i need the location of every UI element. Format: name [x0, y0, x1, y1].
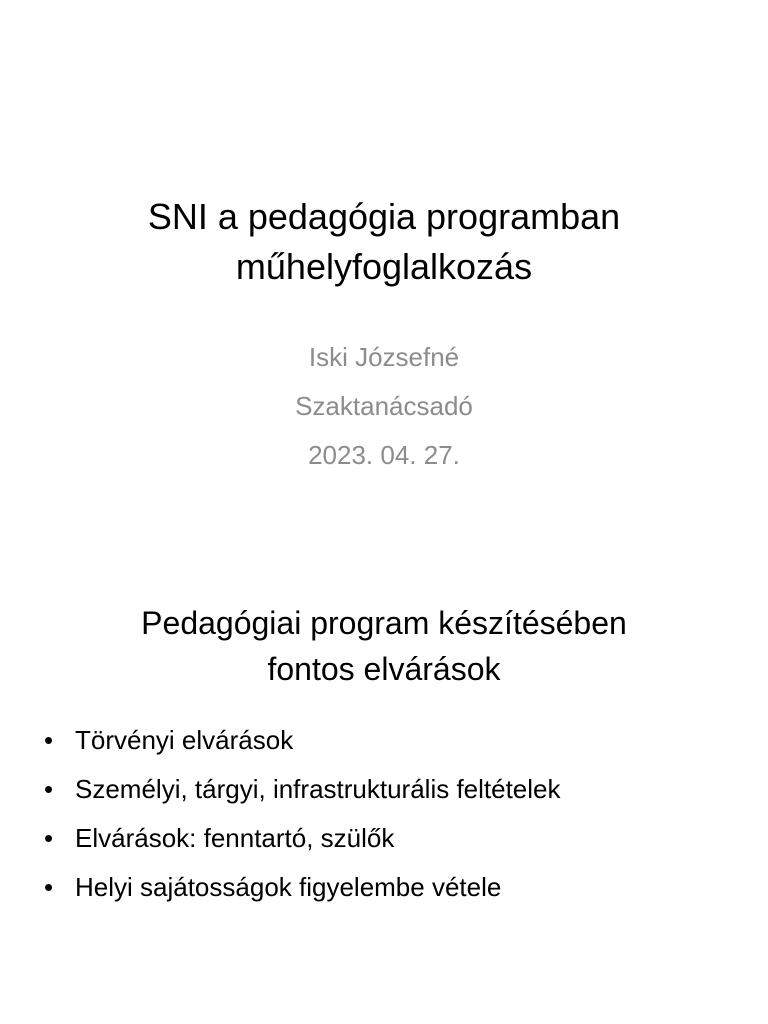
list-item — [44, 716, 561, 765]
list-item-text: Személyi, tárgyi, infrastrukturális feltételek — [75, 774, 561, 804]
content-slide-title — [0, 600, 768, 692]
slide-title — [0, 192, 768, 292]
list-item — [44, 765, 561, 814]
slide-title-line-1: SNI a pedagógia programban — [147, 196, 621, 237]
bullet-icon: • — [44, 872, 54, 902]
presentation-date: 2023. 04. 27. — [308, 440, 460, 470]
list-item-text: Elvárások: fenntartó, szülők — [75, 823, 395, 853]
content-slide — [0, 520, 768, 1024]
list-item-text: Törvényi elvárások — [75, 725, 294, 755]
slide-title-line-2: műhelyfoglalkozás — [235, 246, 533, 287]
list-item — [44, 814, 561, 863]
bullet-icon: • — [44, 725, 54, 755]
bullet-icon: • — [44, 823, 54, 853]
list-item — [44, 863, 561, 912]
slide-subtitle — [0, 333, 768, 480]
bullet-list — [44, 716, 561, 912]
list-item-text: Helyi sajátosságok figyelembe vétele — [75, 872, 502, 902]
author-name: Iski Józsefné — [308, 342, 460, 372]
author-role: Szaktanácsadó — [295, 391, 473, 421]
content-title-line-2: fontos elvárások — [267, 651, 501, 687]
bullet-icon: • — [44, 774, 54, 804]
content-title-line-1: Pedagógiai program készítésében — [141, 605, 627, 641]
